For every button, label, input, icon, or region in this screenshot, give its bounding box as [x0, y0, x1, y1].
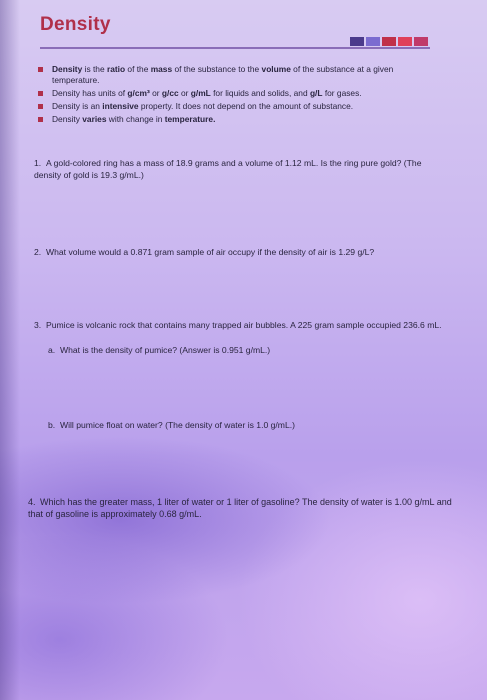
question-number: 3.: [34, 320, 42, 330]
fact-text-part: property. It does not depend on the amount of substance.: [138, 101, 354, 111]
fact-text-part: ratio: [106, 64, 126, 74]
question-number: 2.: [34, 247, 42, 257]
fact-text-part: Density: [52, 114, 83, 124]
fact-text-part: with change in: [106, 114, 165, 124]
density-facts-list: [38, 64, 438, 127]
question-4: [28, 496, 468, 520]
fact-text-part: mass: [150, 64, 173, 74]
decorative-square: [398, 37, 412, 46]
bullet-icon: [38, 67, 43, 72]
fact-text-part: g/mL: [190, 88, 211, 98]
fact-item: [38, 101, 438, 112]
question-text: A gold-colored ring has a mass of 18.9 grams and a volume of 1.12 mL. Is the ring pure gold? (The density of gold is 19.3 g/mL.): [34, 158, 422, 180]
decorative-square: [382, 37, 396, 46]
fact-text-part: temperature.: [164, 114, 216, 124]
question-text: What volume would a 0.871 gram sample of air occupy if the density of air is 1.29 g/L?: [46, 247, 375, 257]
bullet-icon: [38, 91, 43, 96]
decorative-squares: [350, 37, 428, 46]
fact-text-part: or: [149, 88, 162, 98]
fact-text-part: of the substance at a given temperature.: [52, 64, 394, 85]
title-divider: [40, 47, 430, 49]
fact-text-part: g/L: [309, 88, 323, 98]
fact-item: [38, 64, 438, 86]
question-text: Pumice is volcanic rock that contains many trapped air bubbles. A 225 gram sample occupied 236.6 mL.: [46, 320, 442, 330]
fact-text-part: g/cc: [161, 88, 179, 98]
fact-text-part: of the: [125, 64, 151, 74]
fact-text-part: for liquids and solids, and: [210, 88, 310, 98]
fact-item: [38, 114, 438, 125]
fact-text-part: intensive: [102, 101, 139, 111]
fact-text-part: varies: [82, 114, 107, 124]
question-number: b.: [48, 420, 56, 430]
fact-text-part: Density has units of: [52, 88, 128, 98]
question-3a: [48, 345, 438, 357]
question-3: [34, 320, 444, 332]
decorative-square: [366, 37, 380, 46]
question-1: [34, 158, 434, 181]
question-number: 4.: [28, 497, 36, 507]
page-title: Density: [40, 14, 111, 35]
decorative-square: [414, 37, 428, 46]
fact-item: [38, 88, 438, 99]
fact-text-part: of the substance to the: [172, 64, 262, 74]
fact-text-part: Density: [52, 64, 83, 74]
question-text: What is the density of pumice? (Answer is 0.951 g/mL.): [60, 345, 271, 355]
question-number: a.: [48, 345, 56, 355]
question-number: 1.: [34, 158, 42, 168]
fact-text-part: Density is an: [52, 101, 103, 111]
fact-text-part: g/cm³: [127, 88, 150, 98]
bullet-icon: [38, 104, 43, 109]
question-2: [34, 247, 454, 259]
question-text: Will pumice float on water? (The density of water is 1.0 g/mL.): [60, 420, 295, 430]
page-shadow: [0, 0, 20, 700]
fact-text-part: or: [178, 88, 191, 98]
fact-text-part: is the: [82, 64, 107, 74]
question-text: Which has the greater mass, 1 liter of water or 1 liter of gasoline? The density of water is 1.00 g/mL and that of gasoline is approximately 0.68 g/mL.: [28, 497, 452, 519]
fact-text-part: for gases.: [322, 88, 362, 98]
decorative-square: [350, 37, 364, 46]
bullet-icon: [38, 117, 43, 122]
question-3b: [48, 420, 438, 432]
fact-text-part: volume: [261, 64, 291, 74]
